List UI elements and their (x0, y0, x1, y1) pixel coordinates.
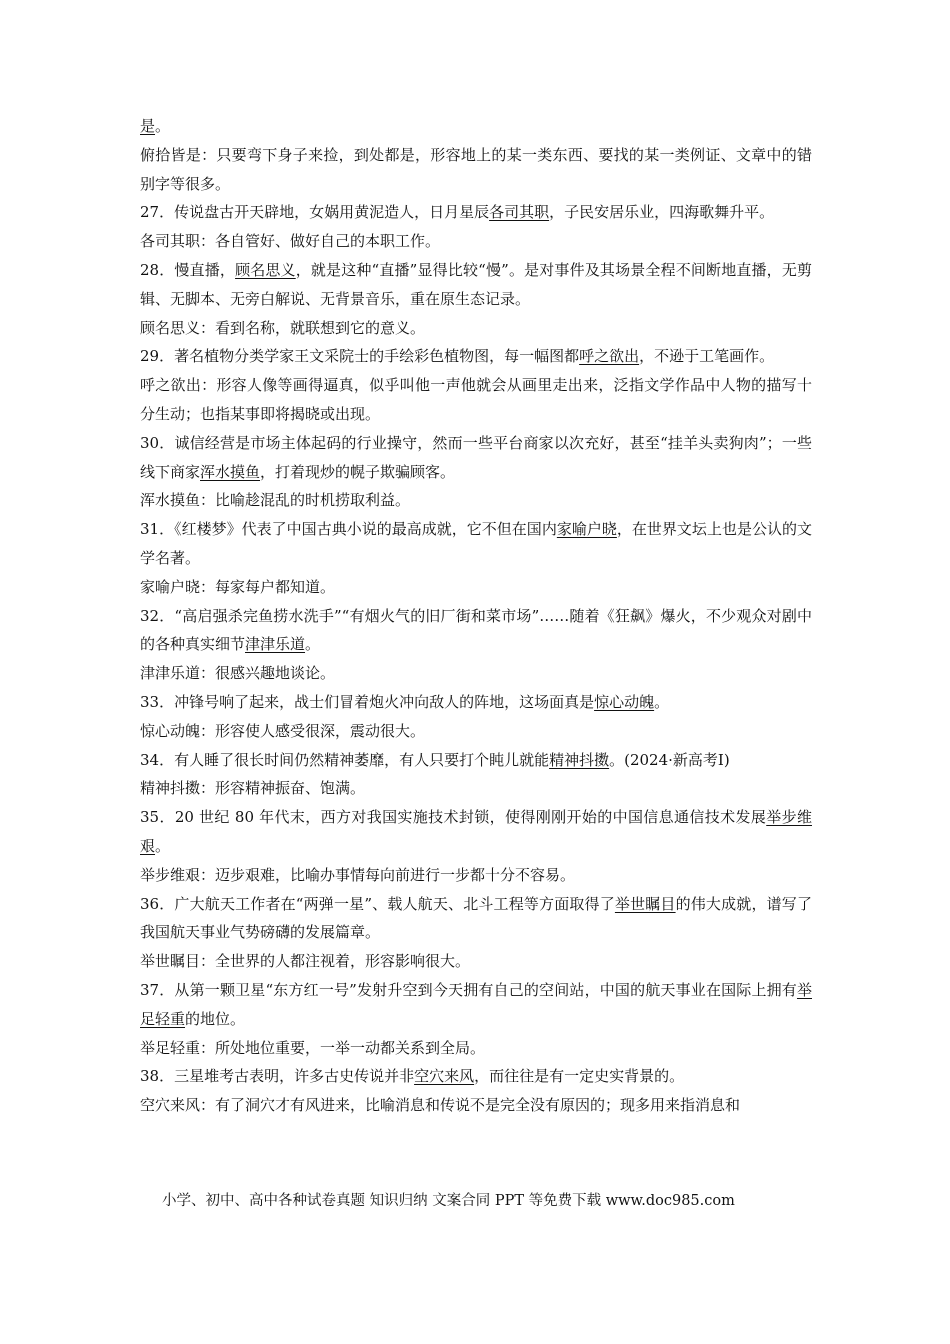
text-run: ，不逊于工笔画作。 (639, 347, 775, 366)
text-run: 27．传说盘古开天辟地，女娲用黄泥造人，日月星辰 (140, 203, 490, 222)
text-run: ，就是这种“直播”显得比较“慢”。是对事件及其场景全程不间断地直播，无剪辑、无脚本、无旁白解说、无背景音乐，重在原生态记录。 (140, 260, 812, 308)
paragraph (140, 256, 812, 314)
text-run: 举足轻重：所处地位重要，一举一动都关系到全局。 (140, 1038, 486, 1057)
page-footer: 小学、初中、高中各种试卷真题 知识归纳 文案合同 PPT 等免费下载 www.doc985.com (162, 1193, 735, 1209)
paragraph (140, 141, 812, 199)
text-run: 29．著名植物分类学家王文采院士的手绘彩色植物图，每一幅图都 (140, 347, 580, 366)
text-run: ，打着现炒的幌子欺骗顾客。 (260, 462, 456, 481)
paragraph (140, 976, 812, 1034)
idiom-underlined: 惊心动魄 (594, 692, 655, 711)
idiom-underlined: 举步维艰 (140, 808, 812, 855)
text-run: 31．《红楼梦》代表了中国古典小说的最高成就，它不但在国内 (140, 520, 557, 539)
text-run: 家喻户晓：每家每户都知道。 (140, 577, 336, 596)
paragraph (140, 371, 812, 429)
paragraph (140, 112, 812, 141)
paragraph (140, 774, 812, 803)
text-run: 各司其职：各自管好、做好自己的本职工作。 (140, 232, 441, 251)
paragraph (140, 486, 812, 515)
text-run: 精神抖擞：形容精神振奋、饱满。 (140, 779, 366, 798)
text-run: 的伟大成就，谱写了我国航天事业气势磅礴的发展篇章。 (140, 894, 812, 942)
document-body (140, 112, 812, 1120)
paragraph (140, 659, 812, 688)
text-run: 32．“高启强杀完鱼捞水洗手”“有烟火气的旧厂街和菜市场”……随着《狂飙》爆火，不少观众对剧中的各种真实细节 (140, 606, 812, 654)
text-run: 空穴来风：有了洞穴才有风进来，比喻消息和传说不是完全没有原因的；现多用来指消息和 (140, 1096, 741, 1115)
text-run: 举步维艰：迈步艰难，比喻办事情每向前进行一步都十分不容易。 (140, 865, 576, 884)
paragraph (140, 947, 812, 976)
text-run: 30．诚信经营是市场主体起码的行业操守，然而一些平台商家以次充好，甚至“挂羊头卖狗肉”；一些线下商家 (140, 433, 812, 481)
paragraph (140, 227, 812, 256)
text-run: 34．有人睡了很长时间仍然精神萎靡，有人只要打个盹儿就能 (140, 750, 550, 769)
paragraph (140, 717, 812, 746)
paragraph (140, 342, 812, 371)
idiom-underlined: 呼之欲出 (579, 347, 640, 366)
text-run: 俯拾皆是：只要弯下身子来捡，到处都是，形容地上的某一类东西、要找的某一类例证、文章中的错别字等很多。 (140, 145, 812, 193)
text-run: 33．冲锋号响了起来，战士们冒着炮火冲向敌人的阵地，这场面真是 (140, 692, 595, 711)
text-run: 举世瞩目：全世界的人都注视着，形容影响很大。 (140, 952, 471, 971)
paragraph (140, 861, 812, 890)
text-run: 28．慢直播， (140, 260, 236, 279)
text-run: 。 (305, 635, 321, 654)
text-run: 37．从第一颗卫星“东方红一号”发射升空到今天拥有自己的空间站，中国的航天事业在国际上拥有 (140, 980, 797, 999)
text-run: ，子民安居乐业，四海歌舞升平。 (549, 203, 775, 222)
idiom-underlined: 家喻户晓 (556, 520, 617, 539)
text-run: 36．广大航天工作者在“两弹一星”、载人航天、北斗工程等方面取得了 (140, 894, 615, 913)
paragraph (140, 198, 812, 227)
text-run: 35．20 世纪 80 年代末，西方对我国实施技术封锁，使得刚刚开始的中国信息通信技术发展 (140, 808, 767, 827)
paragraph (140, 890, 812, 948)
paragraph (140, 602, 812, 660)
text-run: 顾名思义：看到名称，就联想到它的意义。 (140, 318, 426, 337)
idiom-underlined: 各司其职 (489, 203, 550, 222)
idiom-underlined: 顾名思义 (235, 260, 296, 279)
text-run: 。 (155, 836, 171, 855)
text-run: 38．三星堆考古表明，许多古史传说并非 (140, 1067, 415, 1086)
idiom-underlined: 举足轻重 (140, 980, 812, 1028)
idiom-underlined: 是 (140, 117, 156, 135)
paragraph (140, 314, 812, 343)
paragraph (140, 688, 812, 717)
paragraph (140, 803, 812, 861)
text-run: 。(2024·新高考Ⅰ) (609, 750, 730, 769)
text-run: ，在世界文坛上也是公认的文学名著。 (140, 520, 812, 567)
text-run: 呼之欲出：形容人像等画得逼真，似乎叫他一声他就会从画里走出来，泛指文学作品中人物的描写十分生动；也指某事即将揭晓或出现。 (140, 376, 812, 423)
text-run: 浑水摸鱼：比喻趁混乱的时机捞取利益。 (140, 491, 411, 510)
idiom-underlined: 津津乐道 (245, 635, 306, 654)
paragraph (140, 429, 812, 487)
text-run: 。 (155, 117, 171, 135)
idiom-underlined: 精神抖擞 (549, 750, 610, 769)
text-run: 津津乐道：很感兴趣地谈论。 (140, 664, 336, 683)
paragraph (140, 1062, 812, 1091)
idiom-underlined: 浑水摸鱼 (200, 462, 261, 481)
text-run: ，而往往是有一定史实背景的。 (474, 1067, 685, 1086)
text-run: 。 (654, 692, 670, 711)
text-run: 的地位。 (185, 1009, 246, 1028)
paragraph (140, 1091, 812, 1120)
paragraph (140, 515, 812, 573)
text-run: 惊心动魄：形容使人感受很深，震动很大。 (140, 721, 426, 740)
paragraph (140, 746, 812, 775)
idiom-underlined: 举世瞩目 (614, 894, 676, 913)
paragraph (140, 1034, 812, 1063)
paragraph (140, 573, 812, 602)
idiom-underlined: 空穴来风 (414, 1067, 475, 1086)
